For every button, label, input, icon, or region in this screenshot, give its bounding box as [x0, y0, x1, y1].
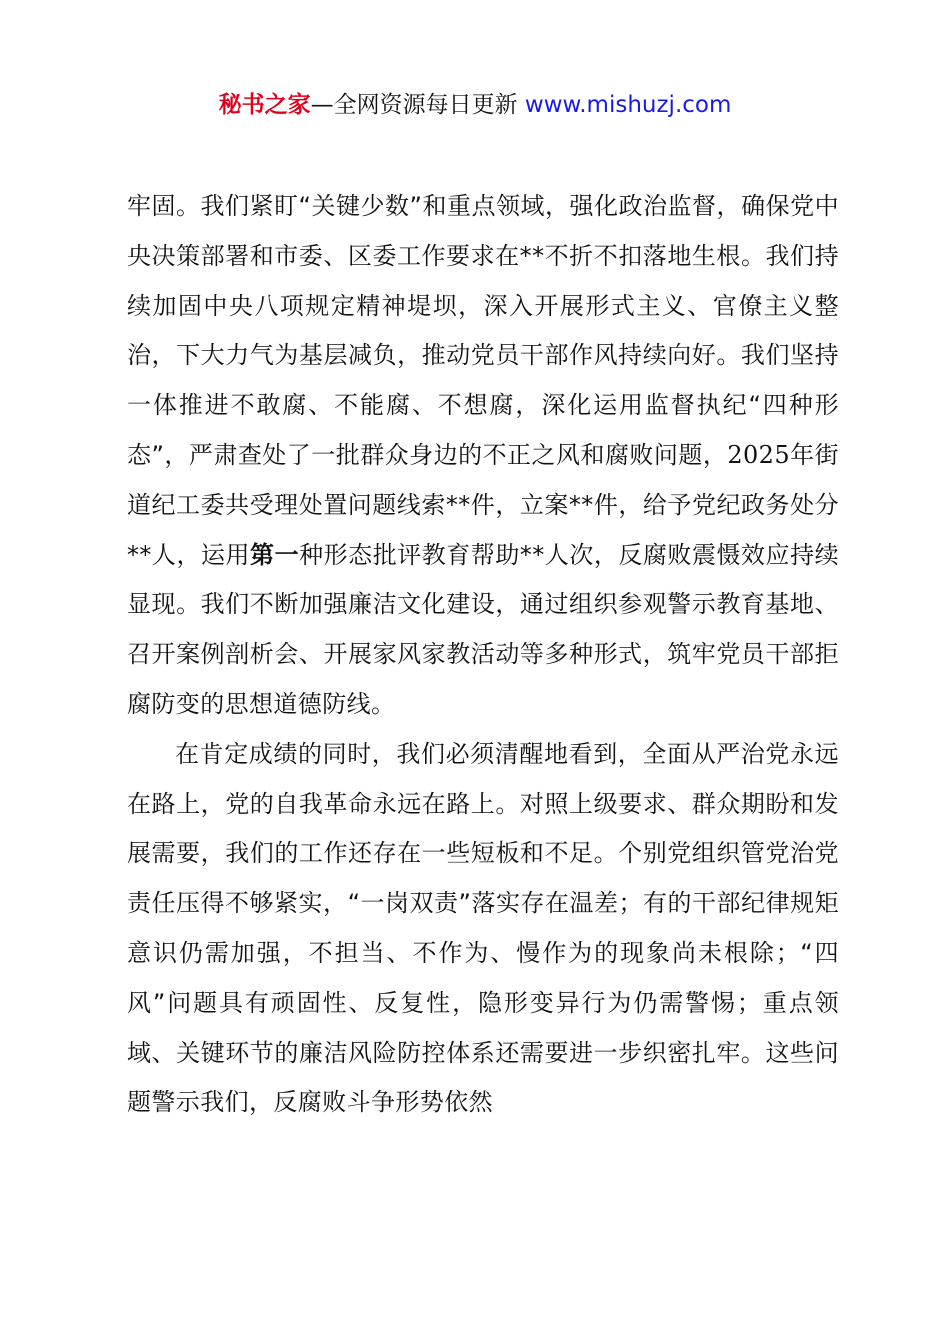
- brand-name: 秘书之家: [218, 92, 311, 118]
- page-header: [0, 88, 950, 122]
- year-number: 2025: [727, 440, 791, 469]
- emphasis-text: 第一: [250, 540, 300, 569]
- site-url-link[interactable]: www.mishuzj.com: [524, 92, 732, 118]
- header-tagline: —全网资源每日更新: [310, 92, 525, 118]
- paragraph-achievements: [127, 182, 839, 730]
- document-body: [127, 182, 839, 1128]
- paragraph-text: 牢固。我们紧盯“关键少数”和重点领域，强化政治监督，确保党中央决策部署和市委、区委工作要求在**不折不扣落地生根。我们持续加固中央八项规定精神堤坝，深入开展形式主义、官僚主义整治，下大力气为基层减负，推动党员干部作风持续向好。我们坚持一体推进不敢腐、不能腐、不想腐，深化运用监督执纪“四种形态”，严肃查处了一批群众身边的不正之风和腐败问题，: [127, 192, 839, 469]
- paragraph-text: 种形态批评教育帮助**人次，反腐败震慑效应持续显现。我们不断加强廉洁文化建设，通过组织参观警示教育基地、召开案例剖析会、开展家风家教活动等多种形式，筑牢党员干部拒腐防变的思想道德防线。: [127, 540, 839, 718]
- paragraph-shortcomings: 在肯定成绩的同时，我们必须清醒地看到，全面从严治党永远在路上，党的自我革命永远在路上。对照上级要求、群众期盼和发展需要，我们的工作还存在一些短板和不足。个别党组织管党治党责任压得不够紧实，“一岗双责”落实存在温差；有的干部纪律规矩意识仍需加强，不担当、不作为、慢作为的现象尚未根除；“四风”问题具有顽固性、反复性，隐形变异行为仍需警惕；重点领域、关键环节的廉洁风险防控体系还需要进一步织密扎牢。这些问题警示我们，反腐败斗争形势依然: [127, 739, 839, 1117]
- paragraph-text: 年街道纪工委共受理处置问题线索**件，立案**件，给予党纪政务处分**人，运用: [127, 440, 839, 569]
